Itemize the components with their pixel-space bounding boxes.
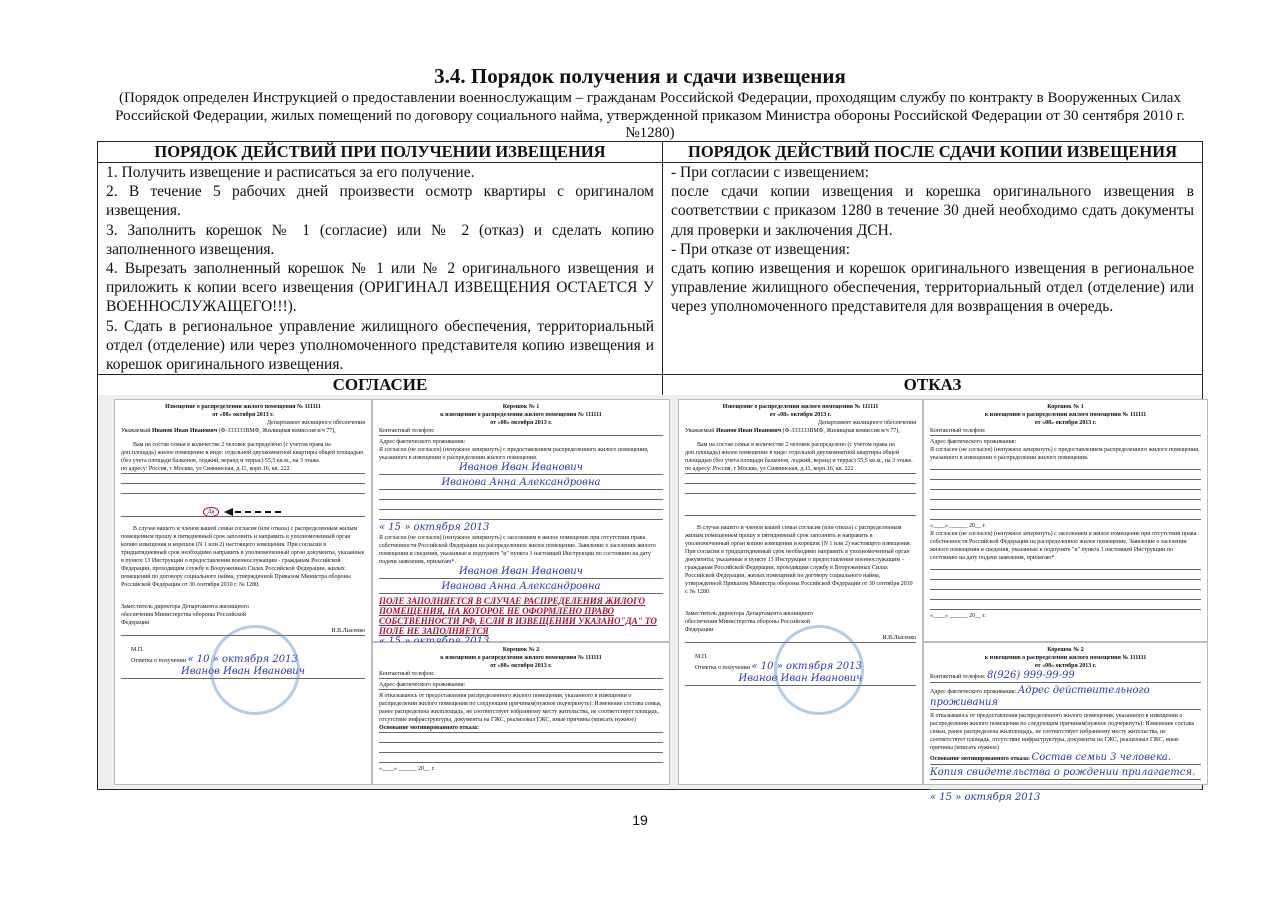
stub-subtitle: к извещению о распределении жилого помещения № 111111 [440, 655, 602, 661]
step: после сдачи копии извещения и корешка оригинального извещения в соответствии с приказом 1280 в течение 30 дней необходимо сдать документы для проверки и заключения ДСН. [671, 183, 1194, 239]
stub-date: « 15 » октября 2013 [379, 522, 490, 533]
signature: Иванова Анна Александровна [379, 581, 663, 594]
receipt-label: Отметка о получении [695, 665, 750, 671]
stub-title: Корешок № 2 [502, 647, 540, 653]
reason-label: Основание мотивированного отказа: [379, 724, 663, 733]
notice-instructions: В случае вашего и членов вашей семьи согласия (или отказа) с распределенным жилым помещением прошу в пятидневный срок заполнить и направить в уполномоченный орган копию извещения и корешок (N 1 или 2) настоящего извещения. При согласии в тридцатидневный срок необходимо направить в уполномоченный орган документы, указанные в пункте 13 Инструкции о предоставлении военнослужащим - гражданам Российской Федерации, проходящим службу в Вооруженных Силах Российской Федерации, жилых помещений по договору социального найма, утвержденной Приказом Министра обороны Российской Федерации от 30 сентября 2010 г. № 1280. [685, 525, 913, 595]
receiving-steps [98, 163, 663, 375]
address-label: Адрес фактического проживания: [379, 681, 663, 690]
stub-subtitle: к извещению о распределении жилого помещения № 111111 [984, 412, 1147, 418]
reason-value-2: Копия свидетельства о рождении прилагается. [930, 767, 1201, 780]
stub-title: Корешок № 1 [502, 404, 540, 410]
phone-label: Контактный телефон: [379, 670, 663, 679]
notice-instructions: В случае вашего и членов вашей семьи согласия (или отказа) с распределенным жилым помещением прошу в пятидневный срок заполнить и направить в уполномоченный орган копию извещения и корешок (N 1 или 2) настоящего извещения. При согласии в тридцатидневный срок необходимо направить в уполномоченный орган документы, указанные в пункте 13 Инструкции о предоставлении военнослужащим - гражданам Российской Федерации, проходящим службу в Вооруженных Силах Российской Федерации, жилых помещений по договору социального найма, утвержденной Приказом Министра обороны Российской Федерации от 30 сентября 2010 г. № 1280. [121, 526, 365, 589]
recipient-code: (Ф-333333ВМФ, Жилищная комиссия в/ч 77), [782, 428, 900, 434]
step: - При отказе от извещения: [671, 240, 851, 258]
refuse-text: Я отказываюсь от предоставления распределенного жилого помещения, указанного в извещении о распределении жилого помещения по следующим причинам(нужное подчеркнуть): Изменение состава семьи, ранее распределена жилплощадь, не соответствует избранному месту жительства, не соответствует площадь, отсутствие инфраструктуры, документы на ГЖС, реализовал ГЖС, иные причины (вписать нужное) [930, 713, 1195, 751]
refusal-stub-1 [923, 399, 1208, 642]
page-number: 19 [632, 812, 648, 828]
receipt-date: « 10 » октября 2013 [187, 654, 298, 666]
consent-stub-1 [372, 399, 670, 642]
agree2-text: Я согласен (не согласен) (ненужное зачеркнуть) с заселением в жилое помещение при отсутствии права собственности Российской Федерации на распределенное жилое помещение. Заявление о заселении жилого помещения и сведения, указанные в подпункте "и" пункта 1 настоящей Инструкции по состоянию на дату подачи заявления, прилагаю*. [379, 535, 656, 565]
stub-title: Корешок № 2 [1047, 647, 1084, 653]
notice-date: от «08» октября 2013 г. [212, 412, 274, 418]
refuse-text: Я отказываюсь от предоставления распределенного жилого помещения, указанного в извещении о распределении жилого помещения по следующим причинам(нужное подчеркнуть): Изменение состава семьи, ранее распределена жилплощадь, не соответствует избранному месту жительства, не соответствует площадь, отсутствие инфраструктуры, документы на ГЖС, реализовал ГЖС, иные причины (вписать нужное) [379, 693, 662, 723]
stub-date-line: от «08» октября 2013 г. [490, 663, 552, 669]
seal-stamp [210, 625, 300, 715]
address-label: по адресу: [685, 466, 712, 472]
left-header: ПОРЯДОК ДЕЙСТВИЙ ПРИ ПОЛУЧЕНИИ ИЗВЕЩЕНИЯ [98, 142, 663, 163]
department: Департамент жилищного обеспечения [817, 420, 916, 426]
step: 5. Сдать в региональное управление жилищного обеспечения, территориальный отдел (отделение) или через уполномоченного представителя копию извещения и корешок оригинального извещения. [106, 317, 654, 374]
stub-title: Корешок № 1 [1047, 404, 1084, 410]
step: 3. Заполнить корешок № 1 (согласие) или № 2 (отказ) и сделать копию заполненного извещения. [106, 221, 654, 258]
step: 4. Вырезать заполненный корешок № 1 или № 2 оригинального извещения и приложить к копии всего извещения (ОРИГИНАЛ ИЗВЕЩЕНИЯ ОСТАЕТСЯ У ВОЕННОСЛУЖАЩЕГО!!!). [106, 260, 654, 316]
stub-subtitle: к извещению о распределении жилого помещения № 111111 [984, 655, 1147, 661]
stub-date: « 15 » октября 2013 [930, 792, 1041, 803]
address-label: по адресу: [121, 466, 148, 472]
yes-mark: Да [203, 507, 220, 517]
blank-date: «____» ______ 20__ г. [930, 523, 986, 529]
step: 2. В течение 5 рабочих дней произвести осмотр квартиры с оригиналом извещения. [106, 183, 654, 220]
reason-label: Основание мотивированного отказа: [930, 756, 1031, 762]
phone-value: 8(926) 999-99-99 [986, 670, 1075, 681]
right-header: ПОРЯДОК ДЕЙСТВИЙ ПОСЛЕ СДАЧИ КОПИИ ИЗВЕЩЕНИЯ [663, 142, 1203, 163]
stub-date-line: от «08» октября 2013 г. [1034, 663, 1097, 669]
signer-title: Заместитель директора Департамента жилищного обеспечения Министерства обороны Российской Федерации [121, 604, 249, 627]
dear-label: Уважаемый [121, 428, 151, 434]
recipient-name: Иванов Иван Иванович [152, 428, 218, 434]
agree-text: Я согласен (не согласен) (ненужное зачеркнуть) с предоставлением распределенного жилого помещения, указанного в извещении о распределении жилого помещения. [930, 447, 1200, 461]
stub-date-line: от «08» октября 2013 г. [490, 420, 552, 426]
signer-title: Заместитель директора Департамента жилищного обеспечения Министерства обороны Российской Федерации [685, 611, 813, 633]
address: Россия, г Москва, ул Сиявинская, д.11, корп.16, кв. 222 [712, 466, 854, 472]
blank-date: «____» ______ 20__ г. [379, 766, 435, 772]
receipt-label: Отметка о получении [131, 658, 186, 665]
notice-body: Вам на состав семьи в количестве 2 человек распределено (с учетом права на доп.площадь) жилое помещение в виде: отдельной двухкомнатной квартиры общей площадью (без учета площади балконов, лоджий, веранд и террас) 55,5 кв.м., на 3 этаже. [685, 442, 913, 464]
consent-header: СОГЛАСИЕ [98, 375, 663, 396]
page-subtitle: (Порядок определен Инструкцией о предоставлении военнослужащим – гражданам Российской Федерации, проходящим службу по контракту в Вооруженных Силах Российской Федерации, жилых помещений по договору социального найма, утвержденной приказом Министра обороны Российской Федерации от 30 сентября 2010 г. №1280) [115, 90, 1185, 141]
after-steps [663, 163, 1203, 375]
step: 1. Получить извещение и расписаться за его получение. [106, 164, 475, 181]
blank-date: «____» ______ 20__ г. [930, 613, 986, 619]
refusal-stub-2 [923, 642, 1208, 803]
notice-body: Вам на состав семьи в количестве 2 человек распределено (с учетом права на доп.площадь) жилое помещение в виде: отдельной двухкомнатной квартиры общей площадью (без учета площади балконов, лоджий, веранд и террас) 55,5 кв.м., на 3 этаже. [121, 442, 364, 464]
address-label: Адрес фактического проживания: [930, 439, 1017, 445]
stamp-place: М.П. [131, 647, 144, 654]
agree2-text: Я согласен (не согласен) (ненужное зачеркнуть) с заселением в жилое помещение при отсутствии права собственности Российской Федерации на распределенное жилое помещение. Заявление о заселении жилого помещения и сведения, указанные в подпункте "и" пункта 1 настоящей Инструкции по состоянию на дату подачи заявления, прилагаю*. [930, 531, 1197, 561]
address-value: Адрес действительного проживания [930, 685, 1150, 708]
dashed-arrow-icon [223, 508, 283, 516]
stub-subtitle: к извещению о распределении жилого помещения № 111111 [440, 412, 602, 418]
consent-stub-2 [372, 642, 670, 785]
notice-title: Извещение о распределении жилого помещения № 111111 [722, 404, 879, 410]
recipient-code: (Ф-333333ВМФ, Жилищная комиссия в/ч 77), [218, 428, 336, 434]
address-label: Адрес фактического проживания: [379, 439, 466, 445]
phone-label: Контактный телефон: [930, 427, 1201, 436]
address-label: Адрес фактического проживания: [930, 689, 1017, 695]
yes-row [121, 508, 365, 517]
refusal-notice-form [678, 399, 923, 785]
step: - При согласии с извещением: [671, 164, 869, 181]
step: сдать копию извещения и корешок оригинального извещения в региональное управление жилищного обеспечения, территориальный отдел (отделение) или через уполномоченного представителя для возвращения в очередь. [671, 260, 1194, 316]
receipt-signature: Иванов Иван Иванович [685, 673, 916, 686]
signer-name: И.В.Лысенко [685, 634, 916, 643]
signature: Иванова Анна Александровна [379, 477, 663, 490]
seal-stamp [774, 625, 864, 715]
signature: Иванов Иван Иванович [379, 566, 663, 579]
red-note: ПОЛЕ ЗАПОЛНЯЕТСЯ В СЛУЧАЕ РАСПРЕДЕЛЕНИЯ ЖИЛОГО ПОМЕЩЕНИЯ, НА КОТОРОЕ НЕ ОФОРМЛЕНО ПРАВО СОБСТВЕННОСТИ РФ, ЕСЛИ В ИЗВЕЩЕНИИ УКАЗАНО"ДА" ТО ПОЛЕ НЕ ЗАПОЛНЯЕТСЯ [379, 596, 657, 636]
page-title: 3.4. Порядок получения и сдачи извещения [434, 64, 846, 88]
signature: Иванов Иван Иванович [379, 462, 663, 475]
notice-title: Извещение о распределении жилого помещения № 111111 [165, 404, 321, 410]
address: Россия, г Москва, ул Сиявинская, д.11, корп.16, кв. 222 [148, 466, 290, 472]
phone-label: Контактный телефон: [379, 427, 663, 436]
dear-label: Уважаемый [685, 428, 715, 434]
procedure-table [97, 141, 1203, 396]
notice-date: от «08» октября 2013 г. [769, 412, 832, 418]
receipt-signature: Иванов Иван Иванович [121, 666, 365, 679]
form-images [97, 395, 1203, 803]
phone-label: Контактный телефон: [930, 674, 986, 680]
agree-text: Я согласен (не согласен) (ненужное зачеркнуть) с предоставлением распределенного жилого помещения, указанного в извещении о распределении жилого помещения. [379, 447, 649, 461]
reason-value: Состав семьи 3 человека. [1031, 752, 1172, 763]
recipient-name: Иванов Иван Иванович [716, 428, 782, 434]
department: Департамент жилищного обеспечения [266, 420, 365, 426]
refusal-header: ОТКАЗ [663, 375, 1203, 396]
stub-date-line: от «08» октября 2013 г. [1034, 420, 1097, 426]
consent-notice-form [114, 399, 372, 785]
signer-name: И.В.Лысенко [121, 627, 365, 636]
stamp-place: М.П. [695, 654, 708, 660]
receipt-date: « 10 » октября 2013 [751, 661, 862, 672]
